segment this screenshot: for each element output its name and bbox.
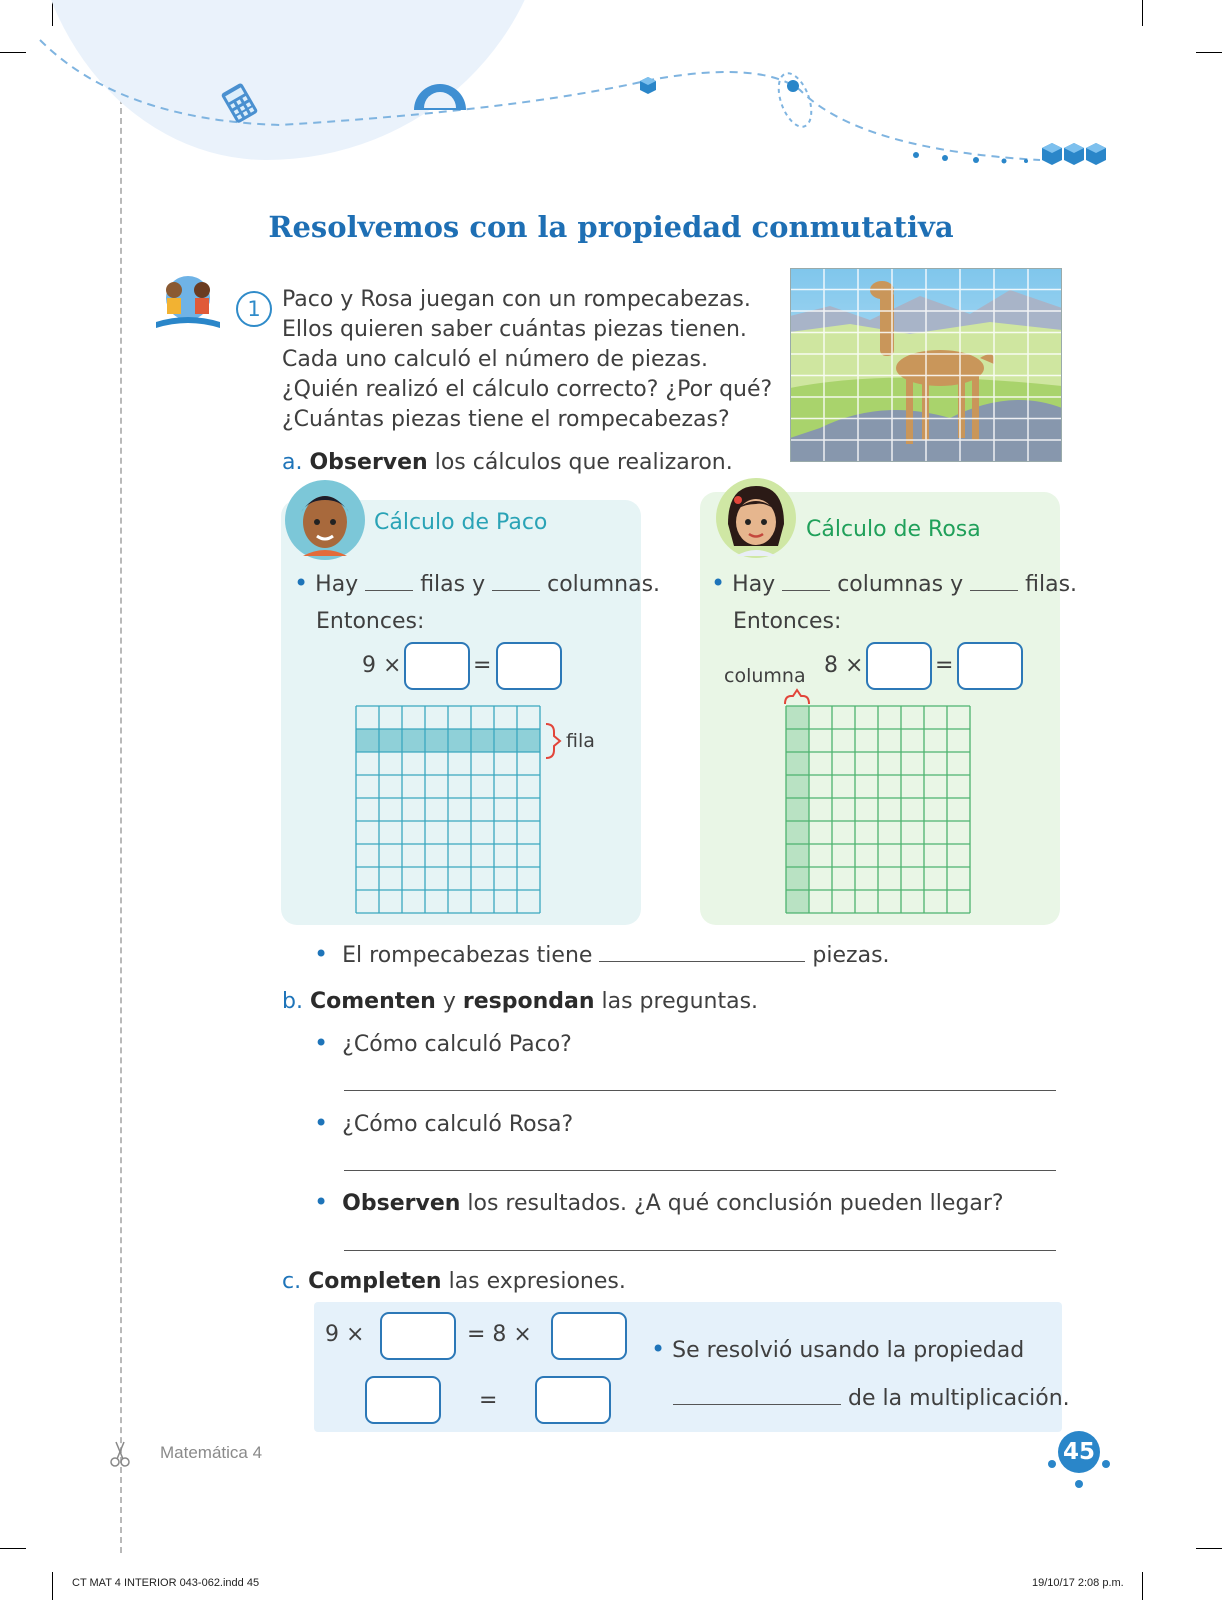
trim-mark — [1196, 1548, 1222, 1549]
puzzle-image — [790, 268, 1062, 462]
rosa-avatar — [714, 476, 798, 560]
paco-answer-box-2[interactable] — [496, 642, 562, 690]
row-label: fila — [566, 730, 595, 752]
total-line: • El rompecabezas tiene piezas. — [314, 940, 890, 968]
cube-icon — [1040, 140, 1110, 170]
paco-entonces: Entonces: — [316, 609, 425, 634]
paco-avatar — [283, 478, 367, 562]
paco-heading: Cálculo de Paco — [374, 510, 548, 535]
rosa-equals: = — [935, 653, 954, 678]
problem-line: ¿Quién realizó el cálculo correcto? ¿Por qué? — [282, 377, 773, 402]
question-1: • ¿Cómo calculó Paco? — [314, 1029, 572, 1057]
calculator-icon — [220, 82, 260, 126]
file-slug: CT MAT 4 INTERIOR 043-062.indd 45 — [72, 1577, 260, 1589]
protractor-icon — [410, 72, 470, 114]
column-bracket — [783, 688, 811, 706]
part-a-instruction: a. Observen los cálculos que realizaron. — [282, 450, 733, 475]
part-c-instruction: c. Completen las expresiones. — [282, 1269, 626, 1294]
problem-line: Paco y Rosa juegan con un rompecabezas. — [282, 287, 751, 312]
highlighted-column — [786, 706, 809, 913]
answer-line-3[interactable] — [344, 1250, 1056, 1251]
problem-number: 1 — [236, 291, 272, 327]
book-title: Matemática 4 — [160, 1443, 263, 1462]
c-left-factor: 9 × — [325, 1322, 365, 1347]
question-2: • ¿Cómo calculó Rosa? — [314, 1109, 574, 1137]
paco-bullet: • Hay filas y columnas. — [294, 569, 661, 597]
cube-icon — [638, 75, 658, 95]
trim-mark — [0, 1548, 26, 1549]
answer-line-1[interactable] — [344, 1090, 1056, 1091]
rosa-bullet: • Hay columnas y filas. — [711, 569, 1078, 597]
question-3: • Observen los resultados. ¿A qué conclusión pueden llegar? — [314, 1188, 1004, 1216]
rosa-heading: Cálculo de Rosa — [806, 517, 981, 542]
property-line-2: de la multiplicación. — [673, 1386, 1070, 1411]
cut-line — [120, 28, 122, 1553]
paco-grid — [355, 705, 543, 917]
trim-mark — [1142, 1572, 1143, 1600]
paco-equals: = — [473, 653, 492, 678]
property-line-1: • Se resolvió usando la propiedad — [651, 1335, 1025, 1363]
rosa-answer-box-1[interactable] — [866, 642, 932, 690]
print-date: 19/10/17 2:08 p.m. — [1032, 1577, 1124, 1589]
part-b-instruction: b. Comenten y respondan las preguntas. — [282, 989, 759, 1014]
answer-line-2[interactable] — [344, 1170, 1056, 1171]
c-equals: = — [479, 1388, 498, 1413]
scissors-icon — [108, 1440, 132, 1468]
page-number: 45 — [1058, 1431, 1100, 1473]
c-answer-box-1[interactable] — [380, 1312, 456, 1360]
problem-line: ¿Cuántas piezas tiene el rompecabezas? — [282, 407, 730, 432]
column-label: columna — [724, 665, 806, 687]
problem-line: Ellos quieren saber cuántas piezas tienen. — [282, 317, 747, 342]
paco-factor: 9 × — [362, 653, 402, 678]
row-bracket — [544, 722, 564, 760]
c-answer-box-3[interactable] — [365, 1376, 441, 1424]
rosa-answer-box-2[interactable] — [957, 642, 1023, 690]
c-equation-middle: = 8 × — [467, 1322, 532, 1347]
children-reading-icon — [150, 272, 226, 332]
rosa-factor: 8 × — [824, 653, 864, 678]
trim-mark — [52, 1572, 53, 1600]
c-answer-box-2[interactable] — [551, 1312, 627, 1360]
c-answer-box-4[interactable] — [535, 1376, 611, 1424]
rosa-entonces: Entonces: — [733, 609, 842, 634]
problem-line: Cada uno calculó el número de piezas. — [282, 347, 709, 372]
header-path-decoration — [0, 0, 1222, 200]
rosa-grid — [785, 705, 973, 917]
paco-answer-box-1[interactable] — [404, 642, 470, 690]
page-title: Resolvemos con la propiedad conmutativa — [268, 210, 954, 244]
